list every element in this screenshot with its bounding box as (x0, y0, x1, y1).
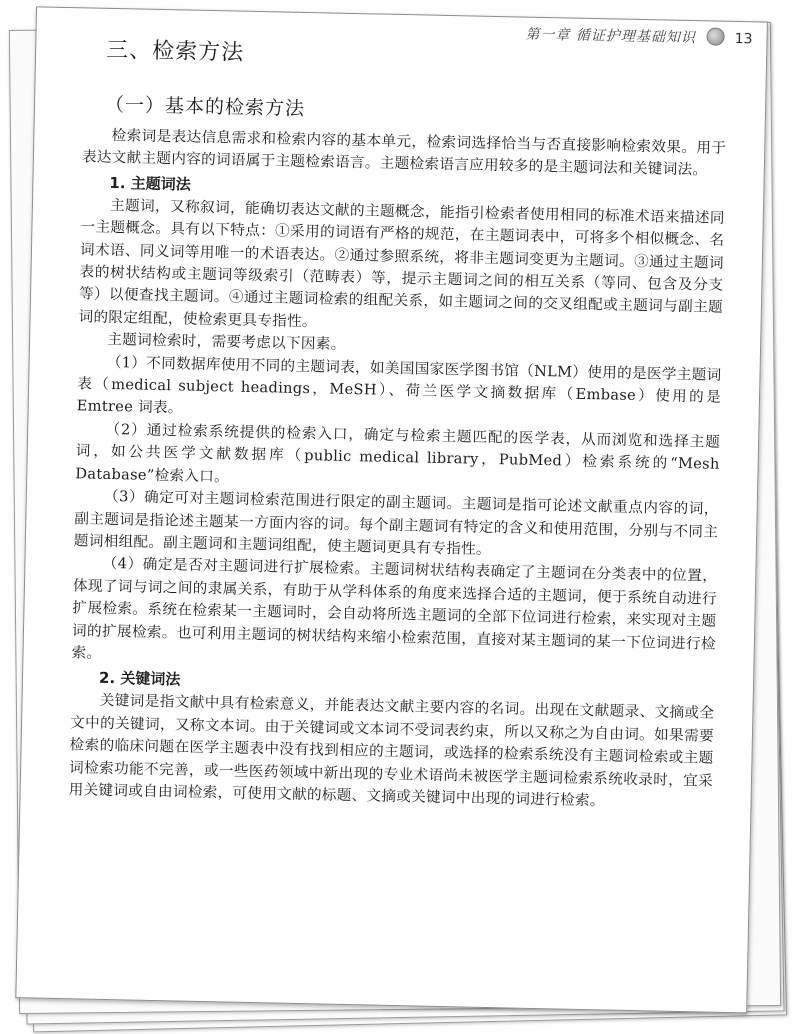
factor-point-4: （4）确定是否对主题词进行扩展检索。主题词树状结构表确定了主题词在分类表中的位置，体现了词与词之间的隶属关系，有助于从学科体系的角度来选择合适的主题词，便于系统自动进行扩展检索。系统在检索某一主题词时，会自动将所选主题词的全部下位词进行检索，来实现对主题词的扩展检索。也可利用主题词的树状结构来缩小检索范围，直接对某主题词的某一下位词进行检索。 (71, 555, 718, 662)
factor-point-2: （2）通过检索系统提供的检索入口，确定与检索主题匹配的医学表，从而浏览和选择主题词，如公共医学文献数据库（public medical library，PubMed）检索系统的“Mesh Database”检索入口。 (75, 420, 721, 486)
page-number: 13 (734, 30, 753, 48)
section-title: 三、检索方法 (105, 37, 245, 66)
page-content (68, 32, 728, 815)
page-marker-icon (706, 27, 724, 45)
subsection-title: （一）基本的检索方法 (104, 93, 306, 120)
factor-point-3: （3）确定可对主题词检索范围进行限定的副主题词。主题词是指可论述文献重点内容的词，副主题词是指论述主题某一方面内容的词。每个副主题词有特定的含义和使用范围，分别与不同主题词相组配。副主题词和主题词组配，使主题词更具有专指性。 (73, 487, 719, 558)
subject-heading-factors-intro: 主题词检索时，需要考虑以下因素。 (107, 331, 346, 354)
factor-point-1: （1）不同数据库使用不同的主题词表，如美国国家医学图书馆（NLM）使用的是医学主题词表（medical subject headings，MeSH）、荷兰医学文摘数据库（Embase）使用的是 Emtree 词表。 (76, 353, 722, 417)
intro-paragraph: 检索词是表达信息需求和检索内容的基本单元，检索词选择恰当与否直接影响检索效果。用于表达文献主题内容的词语属于主题检索语言。主题检索语言应用较多的是主题词法和关键词法。 (81, 126, 727, 179)
subject-heading-paragraph: 主题词，又称叙词，能确切表达文献的主题概念，能指引检索者使用相同的标准术语来描述同一主题概念。具有以下特点：①采用的词语有严格的规范，在主题词表中，可将多个相似概念、名词术语、同义词等用唯一的术语表达。②通过参照系统，将非主题词变更为主题词。③通过主题词表的树状结构或主题词等级索引（范畴表）等，提示主题词之间的相互关系（等同、包含及分支等）以便查找主题词。④通过主题词检索的组配关系，如主题词之间的交叉组配或主题词与副主题词的限定组配，使检索更具专指性。 (78, 196, 725, 331)
book-page (15, 6, 768, 1013)
running-title: 第一章 循证护理基础知识 (525, 26, 696, 47)
subject-heading-title: 1. 主题词法 (109, 173, 191, 194)
keyword-paragraph: 关键词是指文献中具有检索意义，并能表达文献主要内容的名词。出现在文献题录、文摘或全文中的关键词，又称文本词。由于关键词或文本词不受词表约束，所以又称之为自由词。如果需要检索的临床问题在医学主题表中没有找到相应的主题词，或选择的检索系统没有主题词检索或主题词检索功能不完善，或一些医药领域中新出现的专业术语尚未被医学主题词检索系统收录时，宜采用关键词或自由词检索，可使用文献的标题、文摘或关键词中出现的词进行检索。 (68, 692, 715, 810)
keyword-title: 2. 关键词法 (98, 669, 181, 689)
